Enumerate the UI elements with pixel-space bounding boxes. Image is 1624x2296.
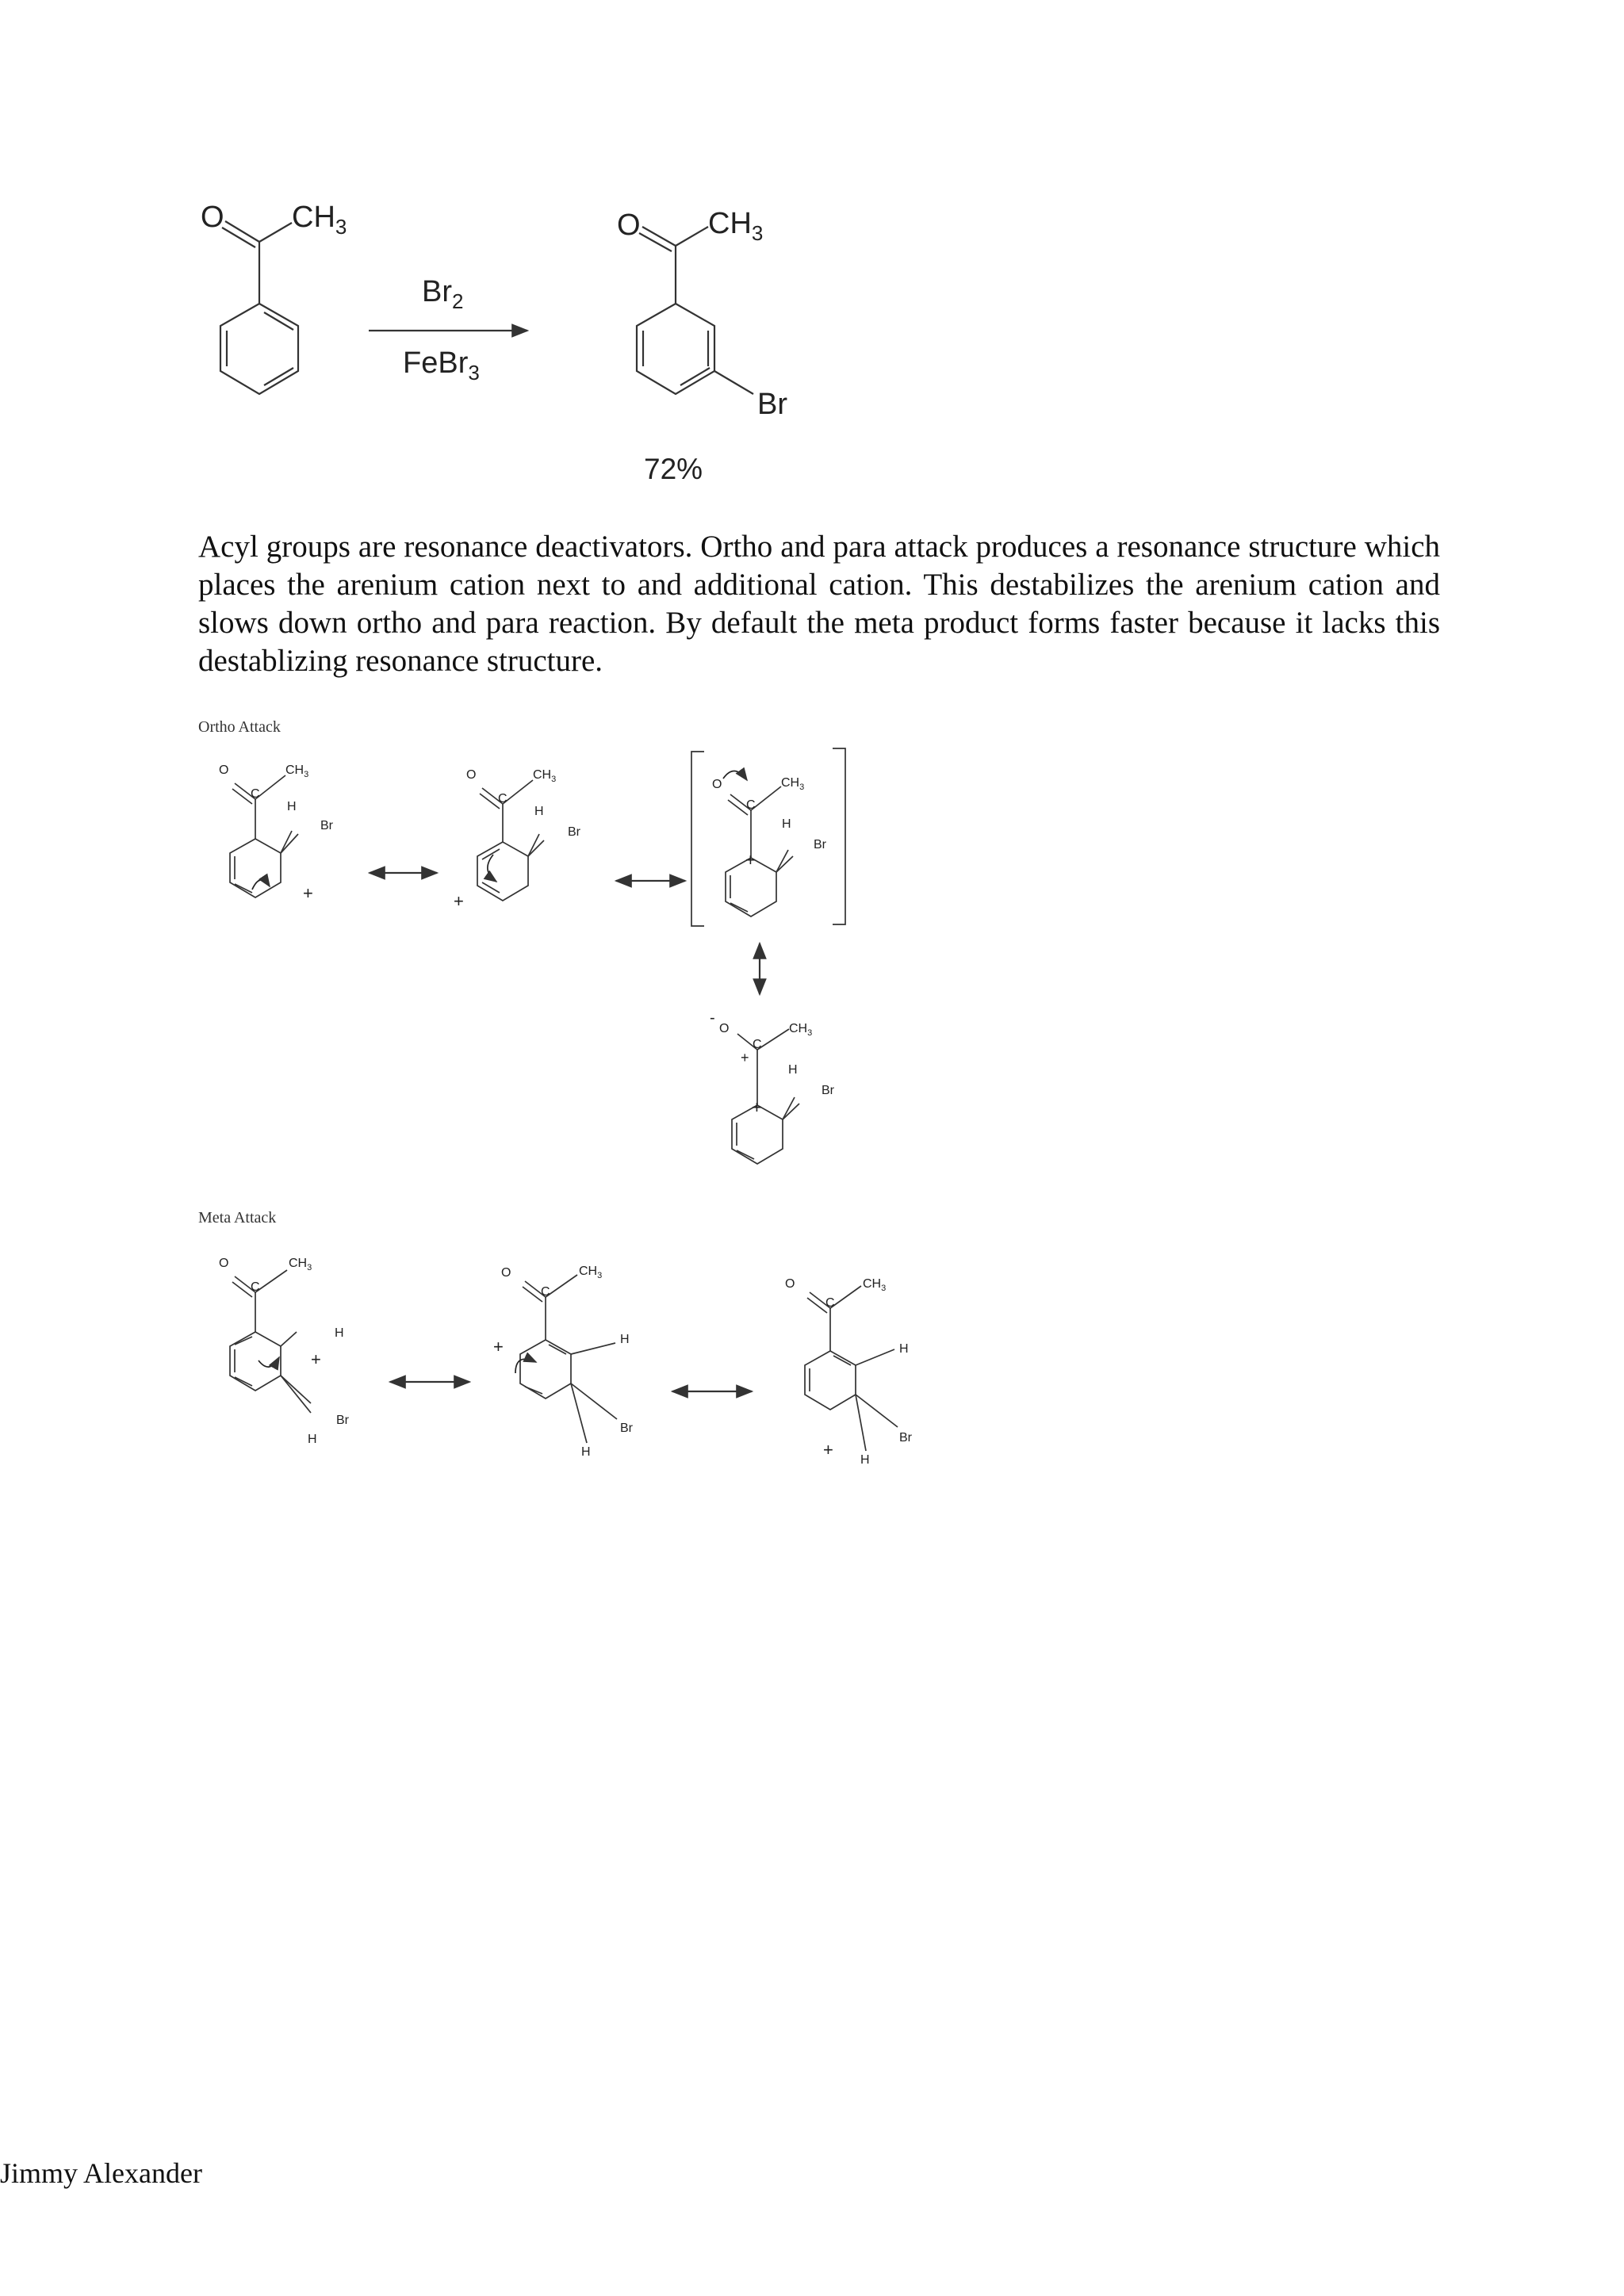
reactant-ch3-label: $CH_3$ (292, 201, 347, 239)
svg-text:C: C (251, 787, 260, 801)
svg-text:Br: Br (620, 1422, 633, 1435)
svg-text:CH3: $CH_3$ (289, 1257, 312, 1272)
svg-text:O: O (785, 1277, 795, 1291)
meta-attack-label: Meta Attack (198, 1209, 277, 1226)
svg-text:-: - (710, 1009, 715, 1027)
svg-text:C: C (753, 1038, 762, 1051)
product-oxygen-label: O (617, 209, 641, 242)
svg-text:H: H (899, 1342, 909, 1356)
svg-text:O: O (719, 1022, 730, 1035)
meta-structure-1 (219, 1257, 350, 1446)
svg-text:CH3: $CH_3$ (579, 1265, 603, 1280)
svg-text:H: H (335, 1326, 344, 1340)
svg-text:CH3: $CH_3$ (789, 1022, 813, 1038)
svg-text:H: H (620, 1333, 630, 1346)
svg-text:O: O (466, 768, 477, 782)
svg-text:+: + (493, 1337, 504, 1357)
reactant-acetophenone (201, 201, 347, 394)
reaction-yield: 72% (644, 453, 703, 485)
svg-text:+: + (752, 1097, 762, 1117)
svg-text:CH3: $CH_3$ (781, 776, 805, 792)
svg-text:H: H (782, 817, 791, 831)
svg-text:H: H (788, 1063, 798, 1077)
svg-text:Br: Br (899, 1431, 912, 1445)
svg-text:+: + (311, 1349, 321, 1369)
svg-text:Br: Br (320, 819, 333, 832)
svg-text:+: + (303, 883, 313, 903)
reaction-arrow (369, 275, 527, 385)
svg-text:H: H (308, 1433, 317, 1446)
svg-text:O: O (219, 763, 229, 777)
explanation-paragraph: Acyl groups are resonance deactivators. Ortho and para attack produces a resonance structure which places the arenium cation next to and additional cation. This destabilizes the arenium cation and slows down ortho and para reaction. By default the meta product forms faster because it lacks this destablizing resonance structure. (198, 530, 1440, 678)
ortho-attack-label: Ortho Attack (198, 718, 281, 736)
svg-text:C: C (541, 1285, 550, 1299)
ortho-structure-3-bracketed (691, 748, 845, 926)
svg-text:CH3: $CH_3$ (863, 1277, 887, 1293)
svg-text:H: H (287, 800, 297, 813)
product-3-bromoacetophenone (617, 207, 787, 421)
svg-text:Br: Br (568, 825, 580, 839)
footer-author: Jimmy Alexander (0, 2157, 202, 2189)
product-bromine-label: Br (757, 388, 787, 421)
meta-structure-2 (493, 1265, 634, 1459)
svg-text:+: + (741, 1050, 749, 1066)
svg-text:Br: Br (814, 838, 826, 851)
ortho-structure-4-destabilized (710, 1009, 835, 1164)
svg-text:O: O (219, 1257, 229, 1270)
ortho-structure-2 (454, 768, 581, 911)
reagent-bromine: $Br_2$ (422, 275, 464, 313)
svg-text:CH3: $CH_3$ (285, 763, 309, 779)
svg-text:+: + (454, 891, 464, 911)
svg-text:O: O (501, 1266, 511, 1280)
svg-text:H: H (534, 805, 544, 818)
svg-text:O: O (712, 778, 722, 791)
svg-text:+: + (823, 1440, 833, 1460)
product-ch3-label: $CH_3$ (708, 207, 764, 245)
svg-text:C: C (746, 798, 756, 812)
ortho-structure-1 (219, 763, 334, 903)
svg-text:+: + (745, 850, 756, 870)
svg-text:Br: Br (822, 1084, 834, 1097)
reagent-iron-bromide: FeBr$_3$ (403, 346, 480, 385)
svg-text:H: H (581, 1445, 591, 1459)
svg-text:C: C (251, 1280, 260, 1294)
svg-text:CH3: $CH_3$ (533, 768, 557, 784)
svg-text:H: H (860, 1453, 870, 1467)
meta-structure-3 (785, 1277, 913, 1467)
svg-text:Br: Br (336, 1414, 349, 1427)
svg-text:C: C (498, 792, 508, 806)
reactant-oxygen-label: O (201, 201, 224, 234)
svg-text:C: C (825, 1296, 835, 1310)
